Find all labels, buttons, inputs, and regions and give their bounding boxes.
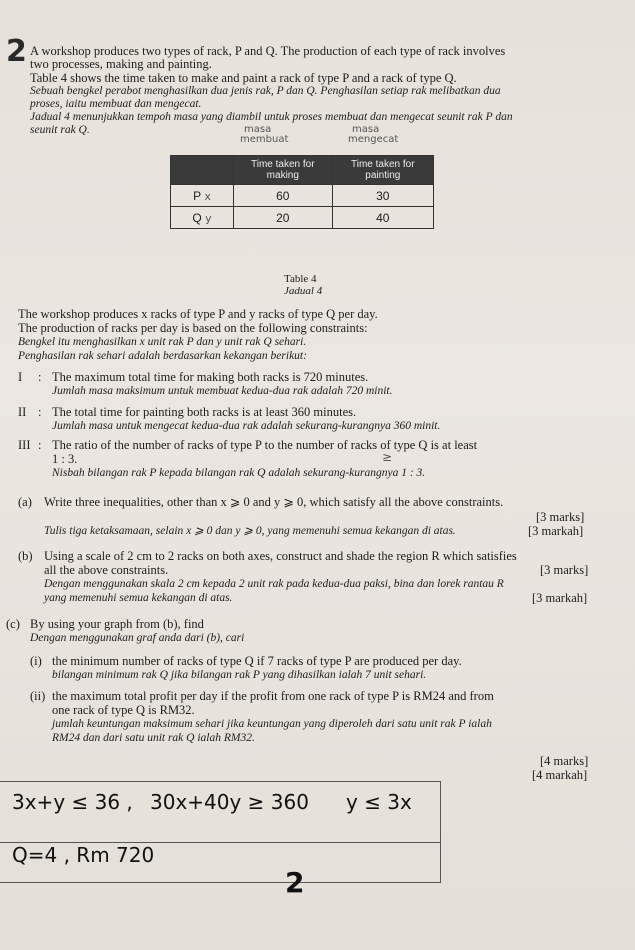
table-header-row: [171, 156, 434, 185]
table-ref-ms-1: Jadual 4 menunjukkan tempoh masa yang diambil untuk proses membuat dan mengecat seunit rak P dan: [30, 111, 513, 123]
table-caption-ms: Jadual 4: [284, 285, 323, 297]
part-a-en: Write three inequalities, other than x ⩾ 0 and y ⩾ 0, which satisfy all the above constraints.: [44, 495, 504, 509]
constraint-num: III: [18, 438, 31, 452]
part-b-en-1: Using a scale of 2 cm to 2 racks on both axes, construct and shade the region R which satisfies: [44, 549, 517, 563]
cell-painting: 40: [332, 207, 433, 229]
constraint-3-en-2: 1 : 3.: [52, 452, 78, 466]
part-b-ms-1: Dengan menggunakan skala 2 cm kepada 2 unit rak pada kedua-dua paksi, bina dan lorek rantau R: [44, 578, 504, 590]
intro-en-2: two processes, making and painting.: [30, 57, 212, 71]
part-c-ms: Dengan menggunakan graf anda dari (b), cari: [30, 632, 245, 644]
constraint-colon: :: [38, 438, 42, 452]
hw-col1-b: membuat: [240, 134, 289, 145]
part-c-i-label: (i): [30, 654, 42, 668]
part-b-marks-en: [3 marks]: [540, 563, 589, 577]
part-b-marks-ms: [3 markah]: [532, 591, 588, 605]
intro-ms-2: proses, iaitu membuat dan mengecat.: [30, 98, 202, 110]
part-c-i-ms: bilangan minimum rak Q jika bilangan rak P yang dihasilkan ialah 7 unit sehari.: [52, 669, 427, 681]
part-b-en-2: all the above constraints.: [44, 563, 169, 577]
header-making: Time taken for making: [234, 156, 333, 185]
part-c-ii-en-2: one rack of type Q is RM32.: [52, 703, 195, 717]
production-ms-2: Penghasilan rak sehari adalah berdasarkan kekangan berikut:: [18, 350, 307, 362]
part-b-ms-2: yang memenuhi semua kekangan di atas.: [44, 592, 233, 604]
table-row: [171, 207, 434, 229]
table-4: [170, 155, 434, 229]
constraint-num: I: [18, 370, 23, 384]
row-label: Q y: [171, 207, 234, 229]
part-c-ii-ms-1: jumlah keuntungan maksimum sehari jika keuntungan yang diperoleh dari satu unit rak P ialah: [52, 718, 492, 730]
part-c-en: By using your graph from (b), find: [30, 617, 204, 631]
table-ref-ms-2: seunit rak Q.: [30, 124, 90, 136]
table-ref-en: Table 4 shows the time taken to make and paint a rack of type P and a rack of type Q.: [30, 71, 457, 85]
part-c-ii-en-1: the maximum total profit per day if the profit from one rack of type P is RM24 and from: [52, 689, 494, 703]
constraint-2-ms: Jumlah masa untuk mengecat kedua-dua rak adalah sekurang-kurangnya 360 minit.: [52, 420, 441, 432]
part-c-ii-label: (ii): [30, 689, 46, 703]
hw-row-q: y: [205, 211, 212, 225]
part-c-marks-en: [4 marks]: [540, 754, 589, 768]
answer-ineq-1: 3x+y ≤ 36 ,: [12, 790, 133, 814]
hw-row-p: x: [204, 189, 211, 203]
constraint-3-en: The ratio of the number of racks of type P to the number of racks of type Q is at least: [52, 438, 478, 452]
hw-col1-a: masa: [244, 124, 272, 135]
header-empty: [171, 156, 234, 185]
constraint-2-en: The total time for painting both racks is at least 360 minutes.: [52, 405, 357, 419]
header-painting: Time taken for painting: [332, 156, 433, 185]
question-number: 2: [6, 34, 27, 69]
constraint-3-ms: Nisbah bilangan rak P kepada bilangan rak Q adalah sekurang-kurangnya 1 : 3.: [52, 467, 426, 479]
part-c-ii-ms-2: RM24 dan dari satu unit rak Q ialah RM32.: [52, 732, 255, 744]
part-a-label: (a): [18, 495, 32, 509]
part-a-marks-en: [3 marks]: [536, 510, 585, 524]
constraint-1-en: The maximum total time for making both racks is 720 minutes.: [52, 370, 369, 384]
hw-col2-a: masa: [352, 124, 380, 135]
hw-col2-b: mengecat: [348, 134, 399, 145]
cell-painting: 30: [332, 185, 433, 207]
part-c-marks-ms: [4 markah]: [532, 768, 588, 782]
production-en: The workshop produces x racks of type P and y racks of type Q per day.: [18, 307, 378, 321]
part-c-i-en: the minimum number of racks of type Q if 7 racks of type P are produced per day.: [52, 654, 462, 668]
part-c-label: (c): [6, 617, 20, 631]
production-ms-1: Bengkel itu menghasilkan x unit rak P dan y unit rak Q sehari.: [18, 336, 307, 348]
answer-ineq-2: 30x+40y ≥ 360: [150, 790, 309, 814]
constraint-1-ms: Jumlah masa maksimum untuk membuat kedua-dua rak adalah 720 minit.: [52, 385, 393, 397]
intro-en-1: A workshop produces two types of rack, P and Q. The production of each type of rack involves: [30, 44, 506, 58]
part-b-label: (b): [18, 549, 33, 563]
cell-making: 20: [234, 207, 333, 229]
table-row: [171, 185, 434, 207]
table-caption-en: Table 4: [284, 273, 317, 285]
constraint-num: II: [18, 405, 27, 419]
constraints-intro-en: The production of racks per day is based on the following constraints:: [18, 321, 368, 335]
intro-ms-1: Sebuah bengkel perabot menghasilkan dua jenis rak, P dan Q. Penghasilan setiap rak melibatkan dua: [30, 85, 501, 97]
cell-making: 60: [234, 185, 333, 207]
score-mark: 2: [285, 866, 305, 899]
row-label: P x: [171, 185, 234, 207]
part-a-ms: Tulis tiga ketaksamaan, selain x ⩾ 0 dan y ⩾ 0, yang memenuhi semua kekangan di atas.: [44, 525, 456, 537]
hw-ge-mark: ≥: [382, 450, 393, 464]
part-a-marks-ms: [3 markah]: [528, 524, 584, 538]
answer-part-c: Q=4 , Rm 720: [12, 843, 155, 867]
constraint-colon: :: [38, 405, 42, 419]
answer-ineq-3: y ≤ 3x: [346, 790, 412, 814]
constraint-colon: :: [38, 370, 42, 384]
